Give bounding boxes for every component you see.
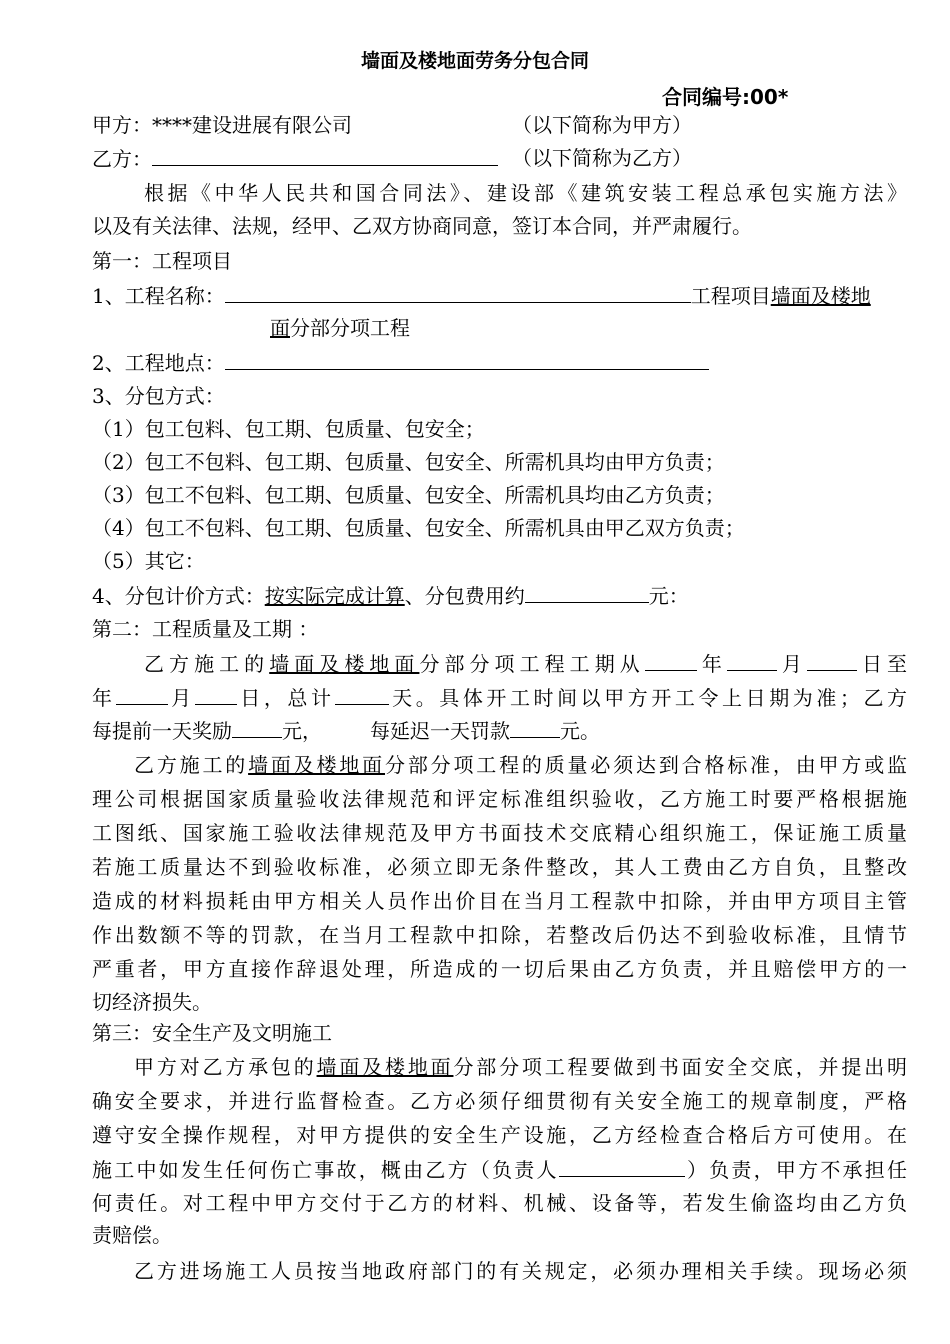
day-label: 日 — [856, 652, 888, 676]
party-a-name: ****建设进展有限公司 — [152, 113, 352, 137]
safety-project: 墙面及楼地面 — [316, 1055, 454, 1079]
month-label: 月 — [776, 652, 807, 676]
contract-number: 合同编号:00* — [662, 85, 789, 109]
quality-line-4: 若施工质量达不到验收标准，必须立即无条件整改，其人工费由乙方自负，且整改 — [92, 855, 907, 879]
party-a-line — [92, 112, 907, 138]
safety-line-2: 确安全要求，并进行监督检查。乙方必须仔细贯彻有关安全施工的规章制度，严格 — [92, 1089, 907, 1113]
project-name-label: 1、工程名称： — [92, 284, 225, 308]
year-label-2: 年 — [92, 686, 116, 710]
days-tail: 天。具体开工时间以甲方开工令上日期为准；乙方 — [388, 686, 908, 710]
quality-text-a: 乙方施工的 — [134, 753, 249, 777]
personnel-line-1: 乙方进场施工人员按当地政府部门的有关规定，必须办理相关手续。现场必须 — [134, 1259, 907, 1283]
reward-label: 每提前一天奖励 — [92, 719, 232, 743]
schedule-line-2 — [92, 684, 907, 711]
year-label: 年 — [696, 652, 727, 676]
party-b-abbr: （以下简称为乙方） — [512, 146, 692, 170]
quality-line-3: 工图纸、国家施工验收法律规范及甲方书面技术交底精心组织施工，保证施工质量 — [92, 821, 907, 845]
location-label: 2、工程地点： — [92, 351, 225, 375]
schedule-text-a: 乙方施工的 — [144, 652, 270, 676]
schedule-line-1 — [144, 650, 907, 677]
intro-line-1: 根据《中华人民共和国合同法》、建设部《建筑安装工程总承包实施方法》 — [144, 181, 907, 205]
pricing-method: 按实际完成计算 — [264, 584, 405, 608]
section-2-heading: 第二：工程质量及工期 ： — [92, 617, 319, 641]
safety-text-b: 分部分项工程要做到书面安全交底，并提出明 — [453, 1055, 908, 1079]
penalty-label: 每延迟一天罚款 — [370, 719, 510, 743]
section-1-heading: 第一：工程项目 — [92, 249, 232, 273]
pricing-amount-blank[interactable] — [525, 582, 649, 603]
section-3-heading: 第三：安全生产及文明施工 — [92, 1021, 332, 1045]
safety-resp-b: ）负责，甲方不承担任 — [684, 1158, 908, 1182]
mode-label: 3、分包方式： — [92, 384, 225, 408]
quality-line-2: 理公司根据国家质量验收法律规范和评定标准组织验收，乙方施工时要严格根据施 — [92, 787, 907, 811]
project-name-tail: 分部分项工程 — [290, 316, 410, 340]
mode-option-2: （2）包工不包料、包工期、包质量、包安全、所需机具均由甲方负责； — [92, 450, 725, 474]
project-name-line — [92, 282, 907, 309]
reward-unit: 元， — [282, 719, 322, 743]
party-a-label: 甲方： — [92, 113, 152, 137]
quality-line-7: 严重者，甲方直接作辞退处理，所造成的一切后果由乙方负责，并且赔偿甲方的一 — [92, 957, 907, 981]
safety-line-1 — [134, 1054, 907, 1080]
safety-text-a: 甲方对乙方承包的 — [134, 1055, 317, 1079]
party-a-abbr: （以下简称为甲方） — [512, 113, 692, 137]
safety-resp-a: 施工中如发生任何伤亡事故，概由乙方（负责人 — [92, 1158, 559, 1182]
reward-penalty-line — [92, 717, 907, 744]
pricing-mid: 、分包费用约 — [404, 584, 525, 608]
project-name-part2: 面 — [270, 316, 290, 340]
end-day-blank[interactable] — [195, 684, 237, 705]
party-b-line — [92, 145, 907, 172]
month-label-2: 月 — [167, 686, 195, 710]
end-year-blank[interactable] — [116, 684, 168, 705]
mode-option-1: （1）包工包料、包工期、包质量、包安全； — [92, 417, 485, 441]
to-label: 至 — [887, 652, 908, 676]
penalty-amount-blank[interactable] — [510, 717, 560, 738]
start-month-blank[interactable] — [727, 650, 777, 671]
mode-option-5: （5）其它： — [92, 549, 205, 573]
quality-line-1 — [134, 752, 907, 778]
mode-option-4: （4）包工不包料、包工期、包质量、包安全、所需机具由甲乙双方负责； — [92, 516, 745, 540]
start-year-blank[interactable] — [645, 650, 697, 671]
quality-line-5: 造成的材料损耗由甲方相关人员作出价目在当月工程款中扣除，并由甲方项目主管 — [92, 889, 907, 913]
project-name-blank[interactable] — [225, 282, 691, 303]
quality-line-8: 切经济损失。 — [92, 990, 212, 1014]
start-day-blank[interactable] — [807, 650, 857, 671]
schedule-text-b: 分部分项工程工期从 — [419, 652, 645, 676]
penalty-unit: 元。 — [560, 719, 600, 743]
reward-amount-blank[interactable] — [232, 717, 282, 738]
safety-line-6: 责赔偿。 — [92, 1223, 172, 1247]
safety-line-5: 何责任。对工程中甲方交付于乙方的材料、机械、设备等，若发生偷盗均由乙方负 — [92, 1191, 907, 1215]
intro-line-2: 以及有关法律、法规，经甲、乙双方协商同意，签订本合同，并严肃履行。 — [92, 214, 752, 238]
pricing-label: 4、分包计价方式： — [92, 584, 265, 608]
project-name-part1: 墙面及楼地 — [770, 284, 871, 308]
total-days-blank[interactable] — [335, 684, 389, 705]
pricing-line — [92, 582, 907, 609]
quality-project: 墙面及楼地面 — [248, 753, 386, 777]
party-b-name-blank[interactable] — [152, 145, 498, 166]
location-line — [92, 349, 907, 376]
schedule-project: 墙面及楼地面 — [269, 652, 420, 676]
quality-line-6: 作出数额不等的罚款，在当月工程款中扣除，若整改后仍达不到验收标准，且情节 — [92, 923, 907, 947]
project-name-line-2 — [270, 315, 910, 341]
safety-line-3: 遵守安全操作规程，对甲方提供的安全生产设施，乙方经检查合格后方可使用。在 — [92, 1123, 907, 1147]
location-blank[interactable] — [225, 349, 709, 370]
project-name-suffix: 工程项目 — [690, 284, 771, 308]
safety-line-4 — [92, 1156, 907, 1183]
total-label: ，总计 — [263, 686, 335, 710]
mode-option-3: （3）包工不包料、包工期、包质量、包安全、所需机具均由乙方负责； — [92, 483, 725, 507]
pricing-unit: 元： — [648, 584, 689, 608]
quality-text-b: 分部分项工程的质量必须达到合格标准，由甲方或监 — [385, 753, 908, 777]
responsible-person-blank[interactable] — [559, 1156, 685, 1177]
document-title: 墙面及楼地面劳务分包合同 — [360, 50, 589, 72]
party-b-label: 乙方： — [92, 147, 152, 171]
day-label-2: 日 — [236, 686, 264, 710]
